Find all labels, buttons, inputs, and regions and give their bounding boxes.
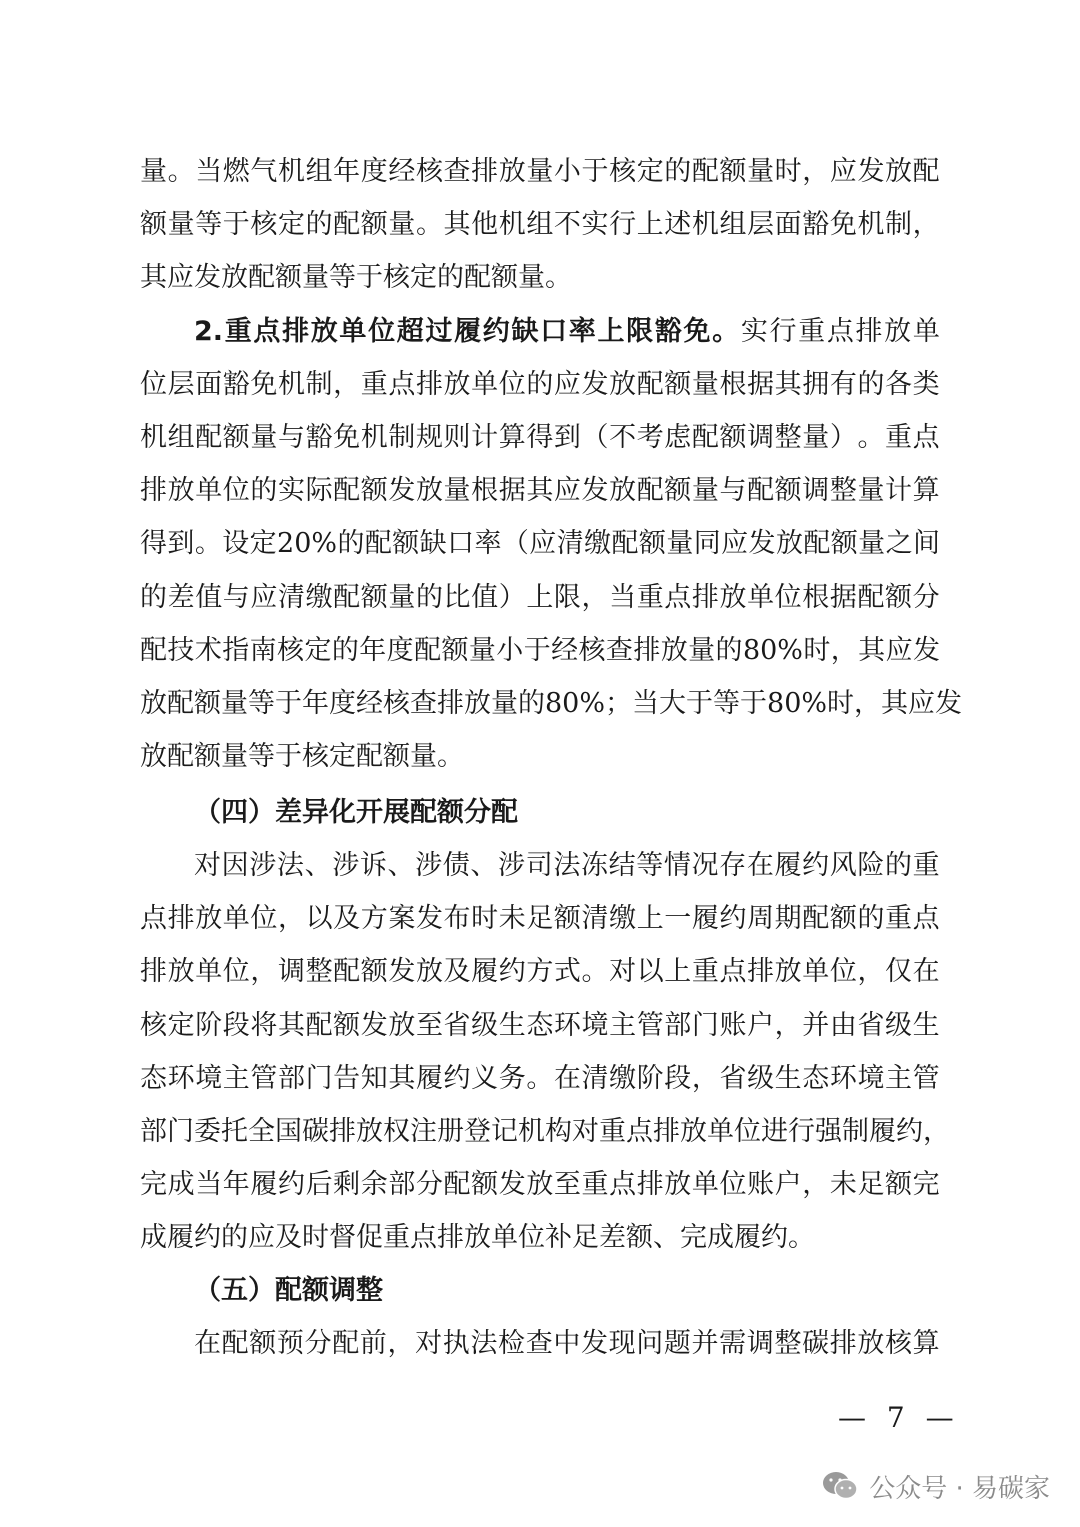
text-line: 核 定 阶 段 将 其 配 额 发 放 至 省 级 生 态 环 境 主 管 部 门 账 户 ， 并 由 省 级 生 [140, 1010, 940, 1041]
text-line: 部 门 委 托 全 国 碳 排 放 权 注 册 登 记 机 构 对 重 点 排 放 单 位 进 行 强 制 履 约 ， [140, 1116, 950, 1147]
text-line: 放 配 额 量 等 于 年 度 经 核 查 排 放 量 的 80% ； 当 大 于 等 于 80% 时 ， 其 应 发 [140, 688, 963, 719]
text-line: 2. 重 点 排 放 单 位 超 过 履 约 缺 口 率 上 限 豁 免 。 实 行 重 点 排 放 单 [194, 316, 940, 347]
text-line: 点 排 放 单 位 ， 以 及 方 案 发 布 时 未 足 额 清 缴 上 一 履 约 周 期 配 额 的 重 点 [140, 903, 940, 934]
watermark [821, 1466, 1050, 1506]
text-line: 位 层 面 豁 免 机 制 ， 重 点 排 放 单 位 的 应 发 放 配 额 量 根 据 其 拥 有 的 各 类 [140, 369, 940, 400]
page-number: — 7 — [838, 1401, 960, 1434]
text-line: 对 因 涉 法 、 涉 诉 、 涉 债 、 涉 司 法 冻 结 等 情 况 存 在 履 约 风 险 的 重 [194, 850, 940, 881]
text-line: 机 组 配 额 量 与 豁 免 机 制 规 则 计 算 得 到 （ 不 考 虑 配 额 调 整 量 ） 。 重 点 [140, 422, 940, 453]
text-line: 排 放 单 位 的 实 际 配 额 发 放 量 根 据 其 应 发 放 配 额 量 与 配 额 调 整 量 计 算 [140, 475, 940, 506]
section-heading-5: （五）配额调整 [194, 1275, 383, 1306]
text-line: 其 应 发 放 配 额 量 等 于 核 定 的 配 额 量 。 [140, 262, 572, 293]
text-line: 配 技 术 指 南 核 定 的 年 度 配 额 量 小 于 经 核 查 排 放 量 的 80% 时 ， 其 应 发 [140, 635, 940, 666]
section-heading-4: （四）差异化开展配额分配 [194, 797, 518, 828]
text-line: 额 量 等 于 核 定 的 配 额 量 。 其 他 机 组 不 实 行 上 述 机 组 层 面 豁 免 机 制 ， [140, 209, 940, 240]
text-line: 排 放 单 位 ， 调 整 配 额 发 放 及 履 约 方 式 。 对 以 上 重 点 排 放 单 位 ， 仅 在 [140, 956, 940, 987]
text-line: 成 履 约 的 应 及 时 督 促 重 点 排 放 单 位 补 足 差 额 、 完 成 履 约 。 [140, 1222, 815, 1253]
watermark-text: 公众号 · 易碳家 [869, 1473, 1050, 1504]
text-line: 量 。 当 燃 气 机 组 年 度 经 核 查 排 放 量 小 于 核 定 的 配 额 量 时 ， 应 发 放 配 [140, 156, 940, 187]
text-line: 得 到 。 设 定 20% 的 配 额 缺 口 率 （ 应 清 缴 配 额 量 同 应 发 放 配 额 量 之 间 [140, 528, 940, 559]
text-line: 在 配 额 预 分 配 前 ， 对 执 法 检 查 中 发 现 问 题 并 需 调 整 碳 排 放 核 算 [194, 1328, 940, 1359]
text-line: 完 成 当 年 履 约 后 剩 余 部 分 配 额 发 放 至 重 点 排 放 单 位 账 户 ， 未 足 额 完 [140, 1169, 940, 1200]
text-line: 态 环 境 主 管 部 门 告 知 其 履 约 义 务 。 在 清 缴 阶 段 ， 省 级 生 态 环 境 主 管 [140, 1063, 940, 1094]
text-line: 放 配 额 量 等 于 核 定 配 额 量 。 [140, 741, 464, 772]
text-line: 的 差 值 与 应 清 缴 配 额 量 的 比 值 ） 上 限 ， 当 重 点 排 放 单 位 根 据 配 额 分 [140, 582, 940, 613]
wechat-icon [821, 1470, 859, 1502]
